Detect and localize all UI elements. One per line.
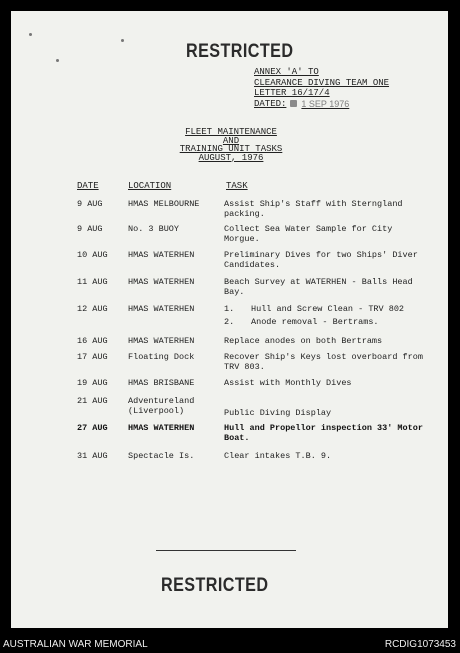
row-location: HMAS WATERHEN bbox=[128, 277, 195, 287]
title-line: FLEET MAINTENANCE bbox=[185, 127, 277, 137]
row-task: Clear intakes T.B. 9. bbox=[224, 451, 332, 461]
row-date: 9 AUG bbox=[77, 199, 103, 209]
archive-caption-bar bbox=[0, 638, 460, 653]
restricted-stamp-top: RESTRICTED bbox=[186, 41, 294, 62]
dated-value: 1 SEP 1976 bbox=[301, 98, 350, 109]
row-location: HMAS WATERHEN bbox=[128, 304, 195, 314]
row-date: 11 AUG bbox=[77, 277, 108, 287]
column-header-task: TASK bbox=[226, 181, 248, 191]
dated-label: DATED: bbox=[254, 98, 287, 109]
archive-reference-id: RCDIG1073453 bbox=[384, 639, 456, 650]
row-location: HMAS MELBOURNE bbox=[128, 199, 200, 209]
task-item-text: Hull and Screw Clean - TRV 802 bbox=[251, 304, 405, 314]
row-date: 31 AUG bbox=[77, 451, 108, 461]
ink-smudge bbox=[56, 59, 59, 62]
row-task: Replace anodes on both Bertrams bbox=[224, 336, 383, 346]
ink-smudge bbox=[29, 33, 32, 36]
row-task: Beach Survey at WATERHEN - Balls Head Bay. bbox=[224, 277, 413, 297]
row-location: HMAS WATERHEN bbox=[128, 423, 195, 433]
row-date: 27 AUG bbox=[77, 423, 108, 433]
archive-name: AUSTRALIAN WAR MEMORIAL bbox=[3, 639, 148, 650]
column-header-location: LOCATION bbox=[128, 181, 172, 191]
row-date: 21 AUG bbox=[77, 396, 108, 406]
row-task: Preliminary Dives for two Ships' Diver Candidates. bbox=[224, 250, 418, 270]
row-location: HMAS BRISBANE bbox=[128, 378, 195, 388]
dated-line bbox=[254, 99, 389, 110]
annex-line: ANNEX 'A' TO bbox=[254, 67, 319, 77]
row-location: HMAS WATERHEN bbox=[128, 336, 195, 346]
title-line: AUGUST, 1976 bbox=[198, 152, 264, 163]
task-item-text: Anode removal - Bertrams. bbox=[251, 317, 379, 327]
row-task: Recover Ship's Keys lost overboard from TRV 803. bbox=[224, 352, 423, 372]
row-date: 16 AUG bbox=[77, 336, 108, 346]
row-date: 12 AUG bbox=[77, 304, 108, 314]
row-location: Spectacle Is. bbox=[128, 451, 195, 461]
row-task: Assist with Monthly Dives bbox=[224, 378, 352, 388]
row-location: Floating Dock bbox=[128, 352, 195, 362]
row-task: Hull and Propellor inspection 33' Motor Boat. bbox=[224, 423, 423, 443]
restricted-stamp-bottom: RESTRICTED bbox=[161, 575, 269, 596]
row-date: 19 AUG bbox=[77, 378, 108, 388]
row-task: Assist Ship's Staff with Sterngland packing. bbox=[224, 199, 403, 219]
row-location: HMAS WATERHEN bbox=[128, 250, 195, 260]
task-item bbox=[224, 317, 424, 327]
annex-reference bbox=[254, 67, 389, 109]
annex-line: LETTER 16/17/4 bbox=[254, 88, 330, 98]
row-date: 9 AUG bbox=[77, 224, 103, 234]
title-line: TRAINING UNIT TASKS bbox=[179, 144, 283, 154]
task-item-number: 2. bbox=[224, 317, 235, 327]
stamp-mark-icon bbox=[290, 100, 297, 107]
annex-line: CLEARANCE DIVING TEAM ONE bbox=[254, 77, 390, 88]
title-line: AND bbox=[222, 135, 240, 146]
task-item-number: 1. bbox=[224, 304, 235, 314]
document-title bbox=[166, 128, 296, 162]
task-item bbox=[224, 304, 424, 314]
row-task: Public Diving Display bbox=[224, 408, 332, 418]
column-header-date: DATE bbox=[77, 181, 99, 191]
row-task-list bbox=[224, 304, 424, 327]
document-page bbox=[11, 11, 448, 628]
row-location: No. 3 BUOY bbox=[128, 224, 180, 234]
row-date: 17 AUG bbox=[77, 352, 108, 362]
row-location: Adventureland (Liverpool) bbox=[128, 396, 195, 416]
divider-line bbox=[156, 550, 296, 551]
row-date: 10 AUG bbox=[77, 250, 108, 260]
row-task: Collect Sea Water Sample for City Morgue. bbox=[224, 224, 393, 244]
ink-smudge bbox=[121, 39, 124, 42]
